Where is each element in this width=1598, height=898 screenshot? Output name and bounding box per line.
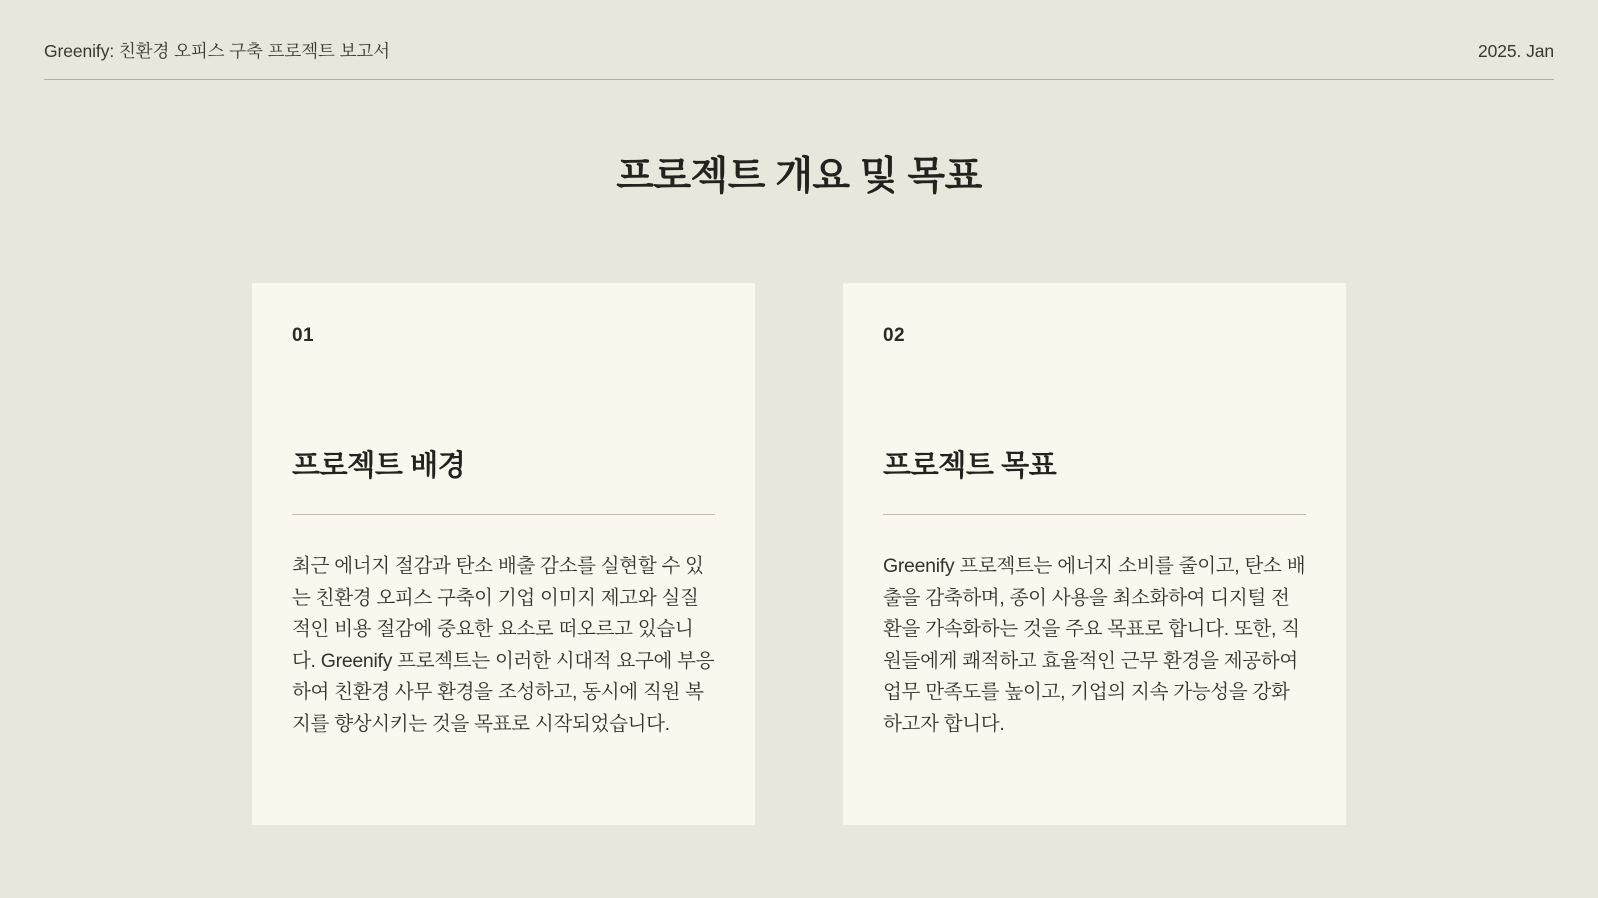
card-project-background: [252, 283, 755, 825]
report-date: 2025. Jan: [1478, 41, 1554, 61]
page-title: 프로젝트 개요 및 목표: [616, 155, 982, 198]
card-body: Greenify 프로젝트는 에너지 소비를 줄이고, 탄소 배출을 감축하며, 종이 사용을 최소화하여 디지털 전환을 가속화하는 것을 주요 목표로 합니다. 또한, 직원들에게 쾌적하고 효율적인 근무 환경을 제공하여 업무 만족도를 높이고, 기업의 지속 가능성을 강화하고자 합니다.: [883, 555, 1306, 735]
slide-header: [44, 0, 1554, 80]
card-heading: 프로젝트 배경: [292, 450, 466, 482]
card-list: [0, 283, 1598, 825]
card-divider: [292, 514, 715, 515]
card-number: 02: [883, 325, 905, 346]
card-divider: [883, 514, 1306, 515]
report-title: Greenify: 친환경 오피스 구축 프로젝트 보고서: [44, 41, 390, 61]
card-number: 01: [292, 325, 314, 346]
card-heading: 프로젝트 목표: [883, 450, 1057, 482]
card-project-goals: [843, 283, 1346, 825]
card-body: 최근 에너지 절감과 탄소 배출 감소를 실현할 수 있는 친환경 오피스 구축이 기업 이미지 제고와 실질적인 비용 절감에 중요한 요소로 떠오르고 있습니다. Greenify 프로젝트는 이러한 시대적 요구에 부응하여 친환경 사무 환경을 조성하고, 동시에 직원 복지를 향상시키는 것을 목표로 시작되었습니다.: [292, 555, 715, 735]
